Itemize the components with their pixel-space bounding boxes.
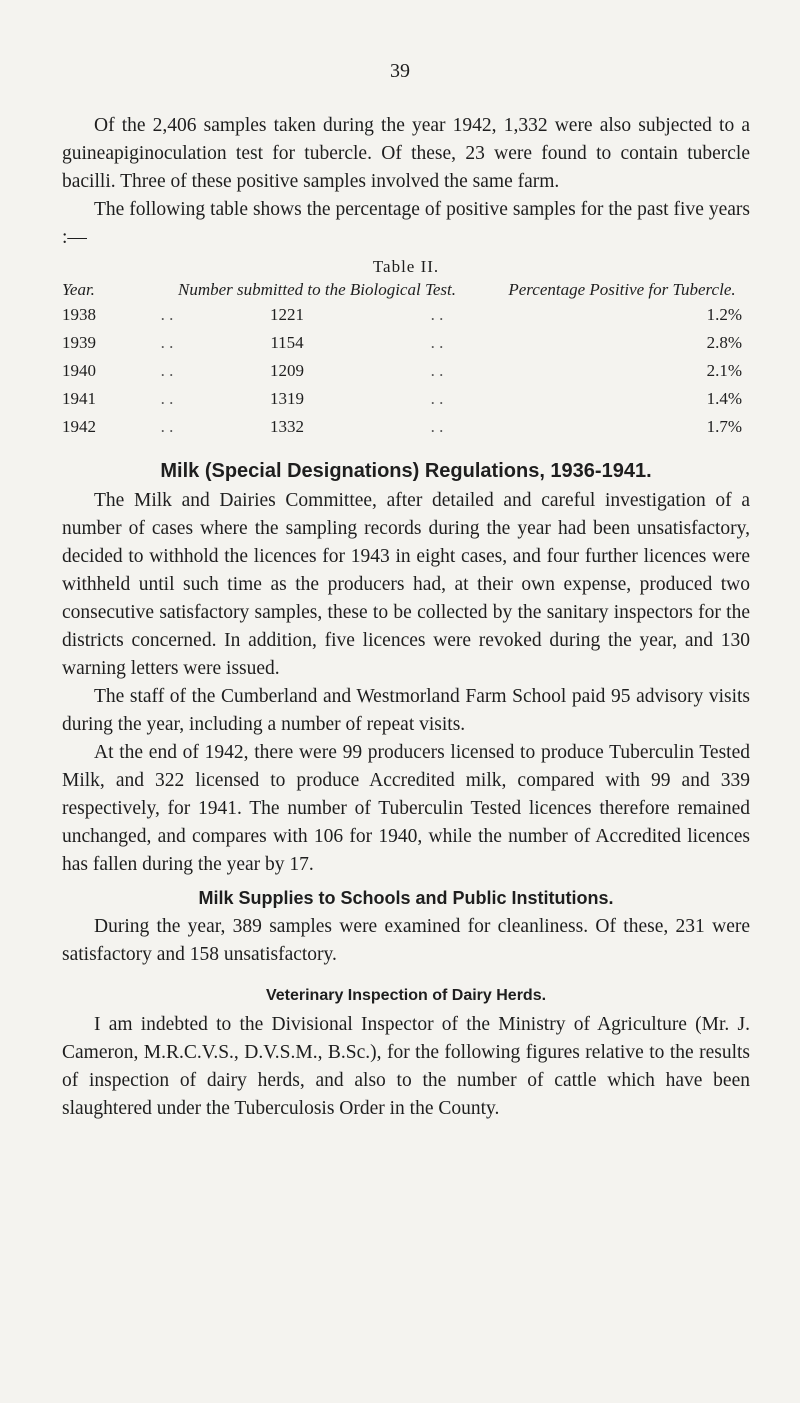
- cell-year: 1939: [62, 333, 96, 352]
- heading-regulations: Milk (Special Designations) Regulations, 1936-1941.: [160, 460, 652, 482]
- cell-year: 1938: [62, 305, 96, 324]
- cell-number: 1319: [270, 389, 304, 408]
- cell-year: 1941: [62, 389, 96, 408]
- cell-leader: . .: [160, 417, 174, 436]
- cell-leader: . .: [430, 305, 444, 324]
- table-row: [62, 413, 750, 441]
- header-percentage: Percentage Positive for Tubercle.: [508, 280, 736, 299]
- heading-veterinary: Veterinary Inspection of Dairy Herds.: [265, 987, 547, 1004]
- paragraph-samples: Of the 2,406 samples taken during the year 1942, 1,332 were also subjected to a guineapiginoculation test for tubercle. Of these, 23 were found to contain tubercle bacilli. Three of these positive samples involved the same farm.: [62, 115, 750, 192]
- cell-number: 1154: [270, 333, 304, 352]
- cell-percentage: 1.2%: [706, 305, 742, 324]
- tuberculosis-table: [62, 280, 750, 441]
- document-body: [62, 112, 750, 1123]
- cell-number: 1209: [270, 361, 304, 380]
- paragraph-veterinary: I am indebted to the Divisional Inspector of the Ministry of Agriculture (Mr. J. Cameron, M.R.C.V.S., D.V.S.M., B.Sc.), for the following figures relative to the results of inspection of dairy herds, and also to the number of cattle which have been slaughtered under the Tuberculosis Order in the County.: [62, 1014, 750, 1119]
- cell-year: 1940: [62, 361, 96, 380]
- cell-percentage: 1.4%: [706, 389, 742, 408]
- cell-year: 1942: [62, 417, 96, 436]
- cell-leader: . .: [160, 333, 174, 352]
- paragraph-table-intro: The following table shows the percentage of positive samples for the past five years :—: [62, 199, 750, 248]
- cell-leader: . .: [160, 361, 174, 380]
- cell-leader: . .: [430, 389, 444, 408]
- paragraph-committee: The Milk and Dairies Committee, after detailed and careful investigation of a number of cases where the sampling records during the year had been unsatisfactory, decided to withhold the licences for 1943 in eight cases, and four further licences were withheld until such time as the producers had, at their own expense, produced two consecutive satisfactory samples, these to be collected by the sanitary inspectors for the districts concerned. In addition, five licences were revoked during the year, and 130 warning letters were issued.: [62, 490, 750, 679]
- paragraph-schools: During the year, 389 samples were examined for cleanliness. Of these, 231 were satisfactory and 158 unsatisfactory.: [62, 916, 750, 965]
- table-row: [62, 301, 750, 329]
- paragraph-farm-school: The staff of the Cumberland and Westmorland Farm School paid 95 advisory visits during the year, including a number of repeat visits.: [62, 686, 750, 735]
- cell-percentage: 2.8%: [706, 333, 742, 352]
- heading-schools: Milk Supplies to Schools and Public Institutions.: [198, 888, 614, 908]
- cell-leader: . .: [430, 417, 444, 436]
- table-row: [62, 385, 750, 413]
- paragraph-licences: At the end of 1942, there were 99 producers licensed to produce Tuberculin Tested Milk, and 322 licensed to produce Accredited milk, compared with 99 and 339 respectively, for 1941. The number of Tuberculin Tested licences therefore remained unchanged, and compares with 106 for 1940, while the number of Accredited licences has fallen during the year by 17.: [62, 742, 750, 875]
- header-year: Year.: [62, 280, 95, 299]
- table-row: [62, 329, 750, 357]
- cell-number: 1221: [270, 305, 304, 324]
- cell-leader: . .: [430, 361, 444, 380]
- table-row: [62, 357, 750, 385]
- cell-percentage: 1.7%: [706, 417, 742, 436]
- cell-leader: . .: [160, 305, 174, 324]
- cell-leader: . .: [430, 333, 444, 352]
- header-submitted: Number submitted to the Biological Test.: [178, 280, 456, 299]
- cell-leader: . .: [160, 389, 174, 408]
- page-number: 39: [390, 60, 410, 82]
- cell-percentage: 2.1%: [706, 361, 742, 380]
- table-title: Table II.: [372, 257, 440, 276]
- cell-number: 1332: [270, 417, 304, 436]
